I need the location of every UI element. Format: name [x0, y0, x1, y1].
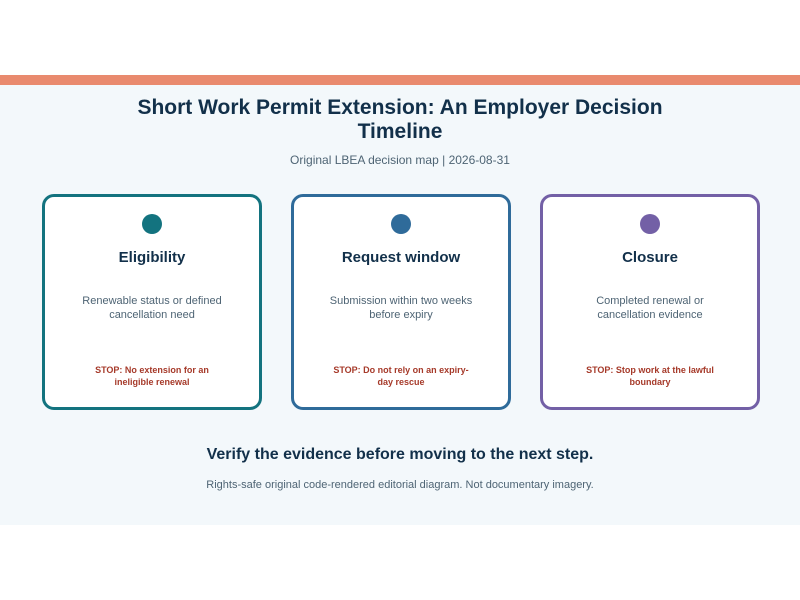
step-description: Submission within two weeks before expiry	[329, 295, 473, 321]
page-title: Short Work Permit Extension: An Employer Decision Timeline	[137, 96, 663, 143]
step-card-request-window	[291, 194, 511, 410]
step-stop-warning: STOP: No extension for an ineligible renewal	[95, 365, 209, 387]
step-title: Request window	[341, 249, 461, 266]
step-card-closure	[540, 194, 760, 410]
step-card-eligibility	[42, 194, 262, 410]
step-stop-warning: STOP: Stop work at the lawful boundary	[586, 365, 714, 387]
step-dot-icon	[142, 214, 162, 234]
step-dot-icon	[640, 214, 660, 234]
accent-bar	[0, 75, 800, 85]
footer-instruction: Verify the evidence before moving to the next step.	[206, 446, 594, 463]
step-description: Completed renewal or cancellation evidence	[596, 295, 704, 321]
step-title: Closure	[622, 249, 678, 266]
step-dot-icon	[391, 214, 411, 234]
step-stop-warning: STOP: Do not rely on an expiry-day rescue	[333, 365, 469, 387]
step-description: Renewable status or defined cancellation need	[82, 295, 222, 321]
page-subtitle: Original LBEA decision map | 2026-08-31	[290, 153, 510, 167]
step-title: Eligibility	[118, 249, 186, 266]
footer-note: Rights-safe original code-rendered editorial diagram. Not documentary imagery.	[206, 479, 594, 491]
